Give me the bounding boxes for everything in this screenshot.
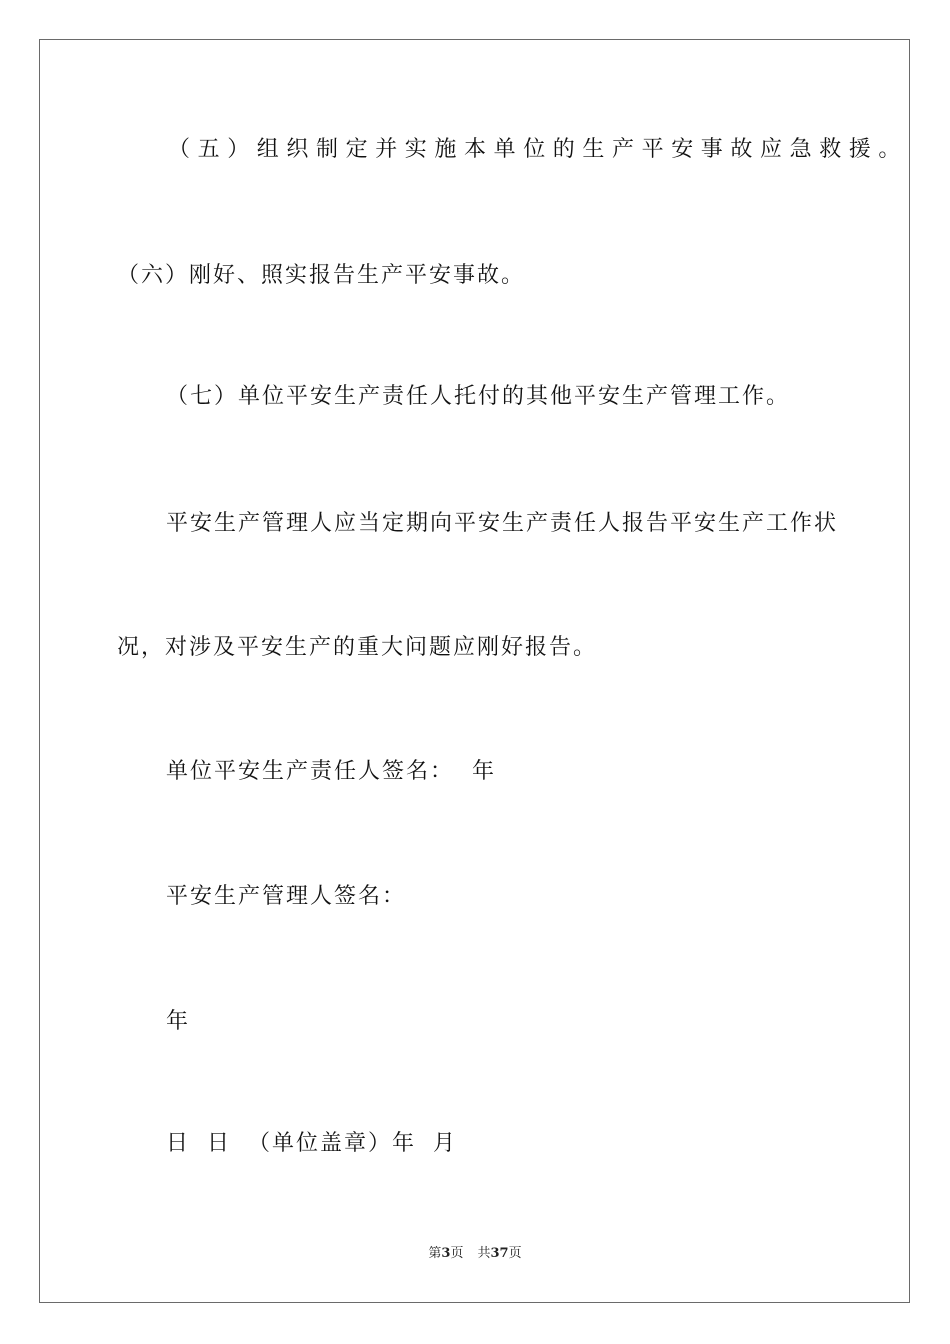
date-seal-line: 日 日 （单位盖章）年 月 [166,1131,457,1156]
paragraph-report-line-2: 况，对涉及平安生产的重大问题应刚好报告。 [117,635,598,660]
year-line: 年 [166,1009,191,1034]
page-border [39,39,910,1303]
page-footer [0,1245,950,1263]
footer-total-suffix: 页 [508,1246,522,1261]
signature-line-manager: 平安生产管理人签名： [166,884,407,909]
footer-total-prefix: 共 [477,1246,491,1261]
paragraph-item-5: （五）组织制定并实施本单位的生产平安事故应急救援。 [168,137,909,162]
footer-page-suffix: 页 [450,1246,464,1261]
paragraph-item-6: （六）刚好、照实报告生产平安事故。 [117,263,526,288]
footer-page-prefix: 第 [428,1246,442,1261]
footer-total-pages: 37 [490,1246,509,1261]
paragraph-report-line-1: 平安生产管理人应当定期向平安生产责任人报告平安生产工作状 [166,511,839,536]
signature-line-responsible-person: 单位平安生产责任人签名： 年 [166,759,496,784]
paragraph-item-7: （七）单位平安生产责任人托付的其他平安生产管理工作。 [166,384,791,409]
footer-page-number: 3 [441,1246,451,1261]
